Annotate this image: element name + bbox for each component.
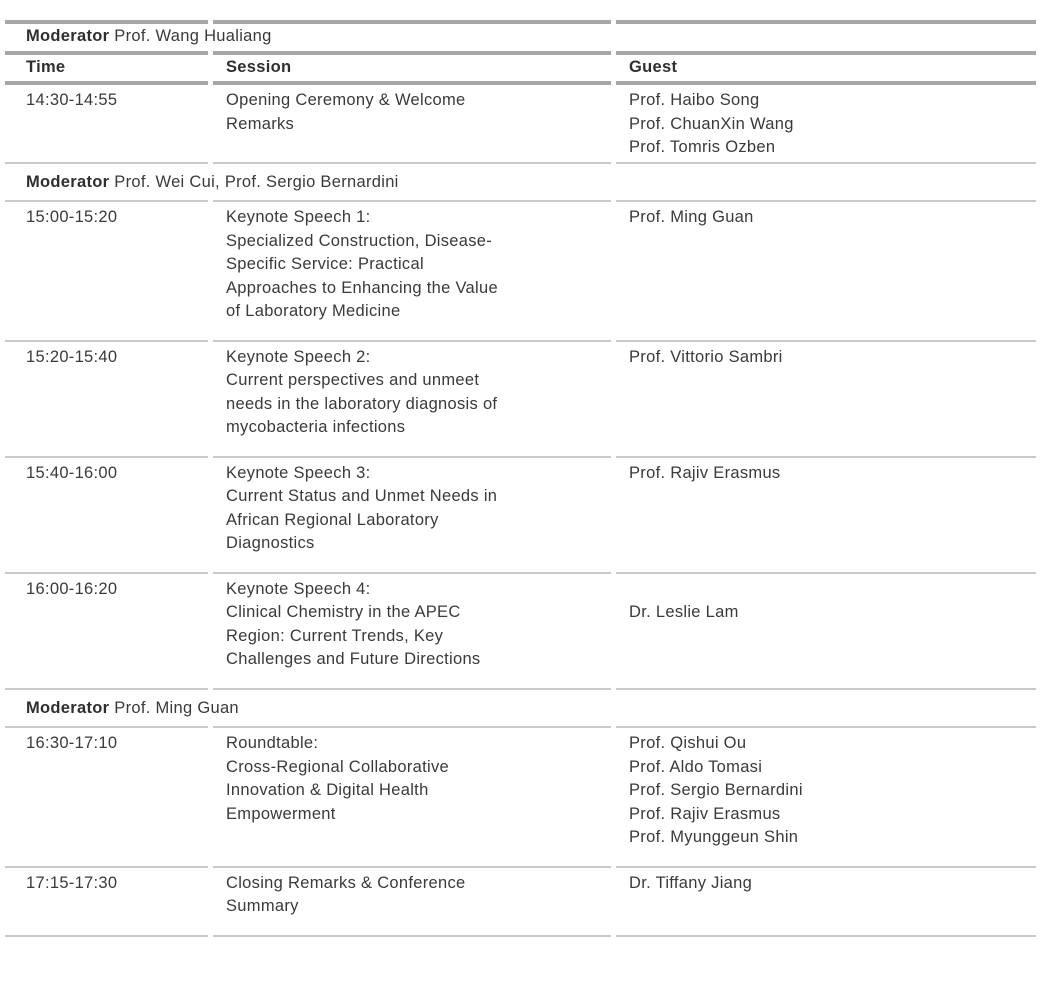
time-range: 16:30-17:10 [26, 734, 118, 752]
guest-cell [616, 85, 1036, 164]
moderator-cell-spacer [616, 690, 1036, 729]
session-line: needs in the laboratory diagnosis of [226, 394, 498, 413]
column-header-time: Time [5, 55, 208, 86]
session-line: Specific Service: Practical [226, 255, 424, 273]
session-cell [213, 458, 611, 574]
time-range: 15:00-15:20 [26, 208, 118, 226]
moderator-text [26, 25, 272, 49]
time-cell [5, 85, 208, 164]
session-cell [213, 202, 611, 342]
session-line: of Laboratory Medicine [226, 302, 401, 320]
session-line: mycobacteria infections [226, 418, 406, 436]
session-line: Opening Ceremony & Welcome [226, 91, 466, 109]
time-range: 15:20-15:40 [26, 347, 118, 366]
agenda-row [5, 868, 1036, 937]
column-header-session: Session [213, 55, 611, 86]
time-cell [5, 728, 208, 868]
agenda-row [5, 202, 1036, 342]
agenda-row [5, 85, 1036, 164]
session-line: Cross-Regional Collaborative [226, 757, 449, 776]
guest-name: Prof. Aldo Tomasi [629, 757, 763, 776]
moderator-label: Moderator [26, 27, 110, 45]
guest-cell [616, 202, 1036, 342]
session-line: Keynote Speech 4: [226, 579, 371, 598]
session-line: Clinical Chemistry in the APEC [226, 603, 461, 621]
session-line: Summary [226, 897, 299, 915]
time-range: 14:30-14:55 [26, 91, 118, 109]
session-cell [213, 868, 611, 937]
session-line: Specialized Construction, Disease- [226, 231, 493, 250]
session-cell [213, 728, 611, 868]
moderator-label: Moderator [26, 172, 110, 191]
moderator-names: Prof. Wang Hualiang [109, 27, 272, 45]
time-cell [5, 868, 208, 937]
moderator-label: Moderator [26, 698, 110, 717]
guest-name: Prof. Sergio Bernardini [629, 781, 803, 799]
session-line: Roundtable: [226, 734, 319, 752]
session-line: Current perspectives and unmeet [226, 371, 480, 389]
moderator-row [5, 164, 1036, 203]
agenda-row [5, 728, 1036, 868]
session-line: Innovation & Digital Health [226, 781, 429, 799]
guest-name: Prof. Vittorio Sambri [629, 347, 783, 366]
time-range: 16:00-16:20 [26, 579, 118, 598]
session-line: Keynote Speech 3: [226, 463, 371, 482]
moderator-cell-spacer [213, 20, 611, 55]
guest-name: Prof. Qishui Ou [629, 734, 747, 752]
moderator-names: Prof. Wei Cui, Prof. Sergio Bernardini [109, 172, 399, 191]
session-line: Remarks [226, 114, 295, 133]
guest-name: Prof. Haibo Song [629, 91, 760, 109]
moderator-cell-spacer [616, 164, 1036, 203]
guest-name: Prof. ChuanXin Wang [629, 114, 794, 133]
guest-name: Prof. Ming Guan [629, 208, 754, 226]
guest-name: Prof. Rajiv Erasmus [629, 804, 781, 823]
column-header-guest: Guest [616, 55, 1036, 86]
time-range: 17:15-17:30 [26, 873, 118, 892]
session-line: Closing Remarks & Conference [226, 873, 466, 892]
moderator-cell [5, 690, 239, 729]
guest-cell [616, 728, 1036, 868]
guest-name: Prof. Rajiv Erasmus [629, 463, 781, 482]
session-line: Empowerment [226, 804, 336, 823]
guest-name: Dr. Leslie Lam [629, 603, 739, 621]
moderator-cell-spacer [213, 690, 611, 729]
session-line: Challenges and Future Directions [226, 650, 481, 668]
time-cell [5, 574, 208, 690]
time-cell [5, 342, 208, 458]
guest-name: Prof. Myunggeun Shin [629, 828, 799, 846]
agenda-row [5, 342, 1036, 458]
agenda-row [5, 574, 1036, 690]
time-range: 15:40-16:00 [26, 463, 118, 482]
guest-name: Prof. Tomris Ozben [629, 138, 776, 156]
moderator-cell-spacer [616, 20, 1036, 55]
session-line: Keynote Speech 2: [226, 347, 371, 366]
moderator-cell [5, 20, 272, 55]
agenda-table [0, 20, 1041, 937]
moderator-names: Prof. Ming Guan [109, 698, 239, 717]
session-cell [213, 574, 611, 690]
moderator-text [26, 171, 399, 195]
guest-cell [616, 458, 1036, 574]
session-line: Current Status and Unmet Needs in [226, 487, 498, 505]
session-line: Diagnostics [226, 534, 315, 552]
guest-cell [616, 868, 1036, 937]
session-cell [213, 85, 611, 164]
session-line: Region: Current Trends, Key [226, 626, 444, 645]
moderator-text [26, 697, 239, 721]
time-cell [5, 458, 208, 574]
column-header-row [5, 55, 1036, 86]
time-cell [5, 202, 208, 342]
moderator-row [5, 690, 1036, 729]
moderator-cell [5, 164, 399, 203]
session-line: Approaches to Enhancing the Value [226, 278, 498, 297]
session-line: Keynote Speech 1: [226, 208, 371, 226]
session-line: African Regional Laboratory [226, 510, 439, 529]
session-cell [213, 342, 611, 458]
guest-name: Dr. Tiffany Jiang [629, 873, 753, 892]
agenda-row [5, 458, 1036, 574]
guest-cell [616, 574, 1036, 690]
guest-cell [616, 342, 1036, 458]
moderator-row [5, 20, 1036, 55]
